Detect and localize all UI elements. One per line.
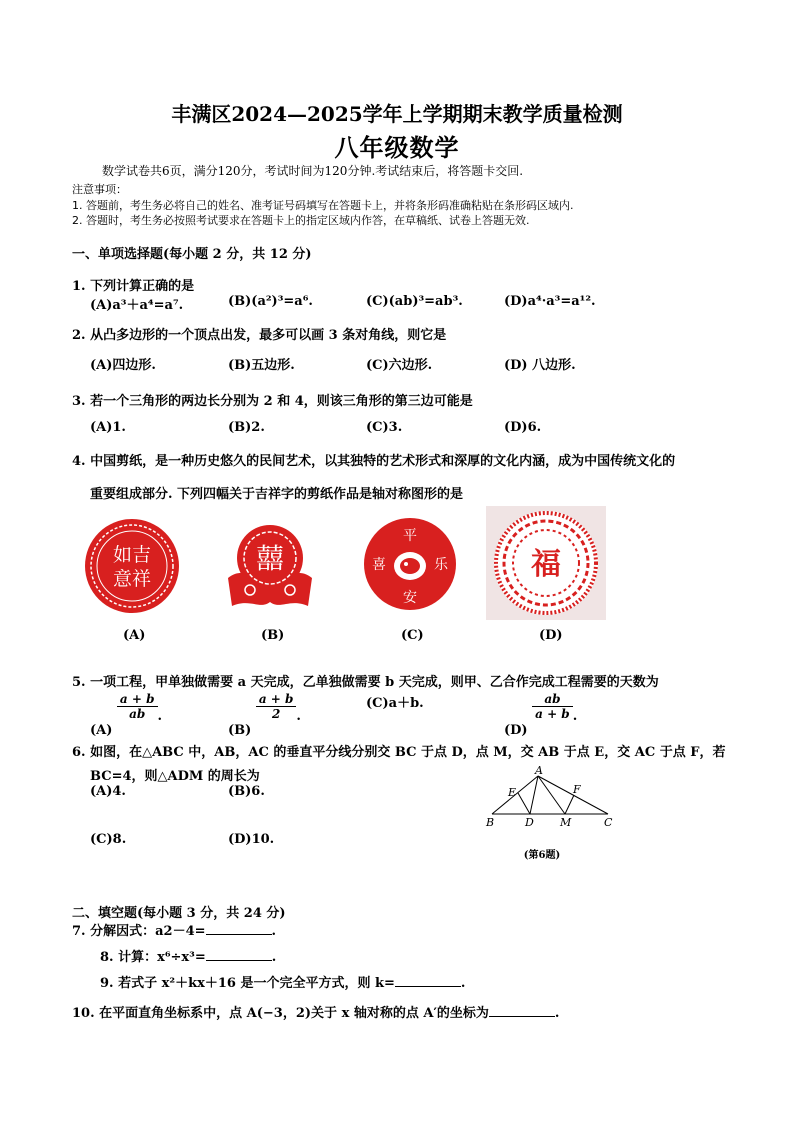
q3-option-b: (B)2. — [228, 420, 265, 435]
fig-label-e: E — [508, 786, 517, 799]
papercut-a-label: (A) — [123, 628, 146, 643]
exam-intro: 数学试卷共6页，满分120分，考试时间为120分钟.考试结束后，将答题卡交回. — [102, 164, 524, 178]
papercut-c-label: (C) — [401, 628, 424, 643]
papercut-d-char: 福 — [531, 547, 561, 582]
q3-stem: 3. 若一个三角形的两边长分别为 2 和 4，则该三角形的第三边可能是 — [72, 394, 473, 409]
papercut-c-image — [362, 516, 458, 612]
note-1: 1. 答题前，考生务必将自己的姓名、准考证号码填写在答题卡上，并将条形码准确粘贴在条形码区域内. — [72, 199, 574, 212]
q2-option-a: (A)四边形. — [90, 358, 156, 373]
papercut-b-image — [220, 518, 320, 614]
q3-option-d: (D)6. — [504, 420, 542, 435]
q6-option-d: (D)10. — [228, 832, 275, 847]
q5-option-b: (B) $\frac{a + b}{2}$ . — [228, 692, 301, 738]
q1-stem: 1. 下列计算正确的是 — [72, 279, 195, 294]
exam-subject: 八年级数学 — [334, 133, 460, 162]
note-2: 2. 答题时，考生务必按照考试要求在答题卡上的指定区域内作答，在草稿纸、试卷上答题无效. — [72, 214, 530, 227]
q1-option-d: (D)a⁴·a³=a¹². — [504, 294, 596, 309]
q5-option-d: (D) $\frac{ab}{a + b}$ . — [504, 692, 578, 738]
papercut-b-char: 囍 — [255, 542, 285, 575]
q2-option-d: (D) 八边形. — [504, 358, 576, 373]
fig-label-c: C — [604, 816, 613, 829]
q5-stem: 5. 一项工程，甲单独做需要 a 天完成，乙单独做需要 b 天完成，则甲、乙合作完成工程需要的天数为 — [72, 675, 659, 690]
q6-triangle-figure — [480, 764, 620, 864]
q2-option-b: (B)五边形. — [228, 358, 295, 373]
papercut-c-bottom: 安 — [403, 590, 417, 606]
q1-option-b: (B)(a²)³=a⁶. — [228, 294, 313, 309]
papercut-a-image — [82, 517, 182, 615]
q6-stem-line1: 6. 如图，在△ABC 中，AB，AC 的垂直平分线分别交 BC 于点 D，点 M，交 AB 于点 E，交 AC 于点 F，若 — [72, 745, 726, 760]
fig-label-b: B — [486, 816, 495, 829]
q5-fraction-a: $\frac{a + b}{ab}$ — [117, 692, 158, 721]
q10-line: 10. 在平面直角坐标系中，点 A(−3，2)关于 x 轴对称的点 A′的坐标为 . — [72, 1006, 560, 1021]
q6-stem-line2: BC=4，则△ADM 的周长为 — [90, 769, 260, 784]
q5-option-a: (A) $\frac{a + b}{ab}$ . — [90, 692, 163, 738]
q1-option-a: (A)a³＋a⁴=a⁷. — [90, 298, 184, 313]
section-2-title: 二、填空题(每小题 3 分，共 24 分) — [72, 906, 286, 921]
papercut-b-label: (B) — [261, 628, 285, 643]
q9-answer-blank — [395, 974, 461, 987]
q4-stem-line2: 重要组成部分. 下列四幅关于吉祥字的剪纸作品是轴对称图形的是 — [90, 487, 464, 502]
q5-fraction-b: $\frac{a + b}{2}$ — [256, 692, 297, 721]
q1-option-c: (C)(ab)³=ab³. — [366, 294, 463, 309]
q8-line: 8. 计算：x⁶÷x³= . — [100, 950, 277, 965]
q5-fraction-d: $\frac{ab}{a + b}$ — [532, 692, 573, 721]
papercut-c-right: 乐 — [434, 557, 448, 573]
q5-option-c: (C)a＋b. — [366, 696, 424, 711]
q8-answer-blank — [206, 948, 272, 961]
fig-label-d: D — [525, 816, 534, 829]
fig-label-m: M — [560, 816, 572, 829]
papercut-c-left: 喜 — [372, 557, 386, 573]
papercut-a-line2: 意祥 — [112, 568, 152, 590]
fig-label-f: F — [573, 783, 581, 796]
q2-option-c: (C)六边形. — [366, 358, 433, 373]
q3-option-c: (C)3. — [366, 420, 403, 435]
q2-stem: 2. 从凸多边形的一个顶点出发，最多可以画 3 条对角线，则它是 — [72, 328, 447, 343]
q7-line: 7. 分解因式：a2－4= . — [72, 924, 277, 939]
q6-option-c: (C)8. — [90, 832, 127, 847]
fig-caption: (第6题) — [523, 850, 561, 861]
q9-line: 9. 若式子 x²＋kx＋16 是一个完全平方式，则 k= . — [100, 976, 466, 991]
q10-answer-blank — [489, 1004, 555, 1017]
q6-option-a: (A)4. — [90, 784, 126, 799]
q4-stem-line1: 4. 中国剪纸，是一种历史悠久的民间艺术，以其独特的艺术形式和深厚的文化内涵，成为中国传统文化的 — [72, 454, 676, 469]
papercut-c-top: 平 — [403, 528, 417, 544]
exam-title: 丰满区2024—2025学年上学期期末教学质量检测 — [171, 102, 623, 126]
notes-label: 注意事项： — [72, 183, 127, 196]
papercut-d-label: (D) — [539, 628, 563, 643]
section-1-title: 一、单项选择题(每小题 2 分，共 12 分) — [72, 247, 312, 262]
fig-label-a: A — [535, 764, 543, 777]
q7-answer-blank — [206, 922, 272, 935]
papercut-d-image — [486, 506, 606, 620]
q6-option-b: (B)6. — [228, 784, 265, 799]
papercut-a-line1: 如吉 — [112, 544, 152, 566]
q3-option-a: (A)1. — [90, 420, 126, 435]
